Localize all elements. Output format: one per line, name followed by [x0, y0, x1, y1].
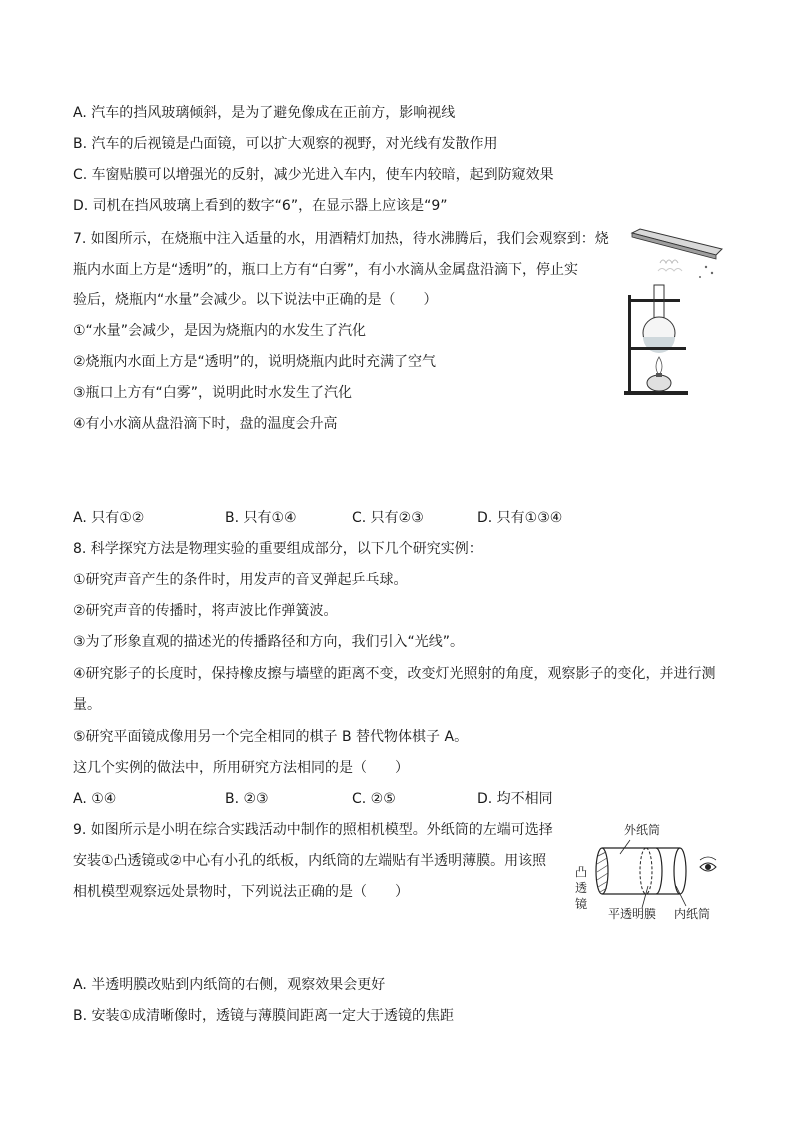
q8-example-4-cont: 量。 — [73, 697, 101, 713]
q9-stem-line-2: 安装①凸透镜或②中心有小孔的纸板，内纸筒的左端贴有半透明薄膜。用该照 — [73, 853, 547, 869]
q8-choice-c: C. ②⑤ — [352, 791, 396, 807]
q8-question: 这几个实例的做法中，所用研究方法相同的是（ ） — [73, 760, 409, 776]
q7-choice-d: D. 只有①③④ — [477, 510, 563, 526]
q8-stem: 8. 科学探究方法是物理实验的重要组成部分，以下几个研究实例： — [73, 541, 483, 557]
q9-option-a: A. 半透明膜改贴到内纸筒的右侧，观察效果会更好 — [73, 977, 386, 993]
q8-example-1: ①研究声音产生的条件时，用发声的音叉弹起乒乓球。 — [73, 572, 408, 588]
q7-stem-line-2: 瓶内水面上方是“透明”的，瓶口上方有“白雾”，有小水滴从金属盘沿滴下，停止实 — [73, 262, 579, 278]
q6-option-a: A. 汽车的挡风玻璃倾斜，是为了避免像成在正前方，影响视线 — [73, 105, 456, 121]
q8-choice-b: B. ②③ — [225, 791, 269, 807]
q8-choice-a: A. ①④ — [73, 791, 117, 807]
q6-option-b: B. 汽车的后视镜是凸面镜，可以扩大观察的视野，对光线有发散作用 — [73, 136, 498, 152]
boiling-flask-illustration — [620, 225, 725, 400]
q7-stem-line-1: 7. 如图所示，在烧瓶中注入适量的水，用酒精灯加热，待水沸腾后，我们会观察到：烧 — [73, 231, 609, 247]
inner-tube-label: 内纸筒 — [674, 907, 711, 921]
q9-stem-line-1: 9. 如图所示是小明在综合实践活动中制作的照相机模型。外纸筒的左端可选择 — [73, 822, 553, 838]
q7-choice-b: B. 只有①④ — [225, 510, 297, 526]
q7-statement-4: ④有小水滴从盘沿滴下时，盘的温度会升高 — [73, 416, 338, 432]
camera-model-figure — [568, 820, 728, 925]
q8-example-5: ⑤研究平面镜成像用另一个完全相同的棋子 B 替代物体棋子 A。 — [73, 729, 469, 745]
q7-statement-1: ①“水量”会减少，是因为烧瓶内的水发生了汽化 — [73, 323, 367, 339]
lens-label: 凸透镜 — [574, 865, 587, 911]
q8-example-4: ④研究影子的长度时，保持橡皮擦与墙壁的距离不变，改变灯光照射的角度，观察影子的变化，并进行测 — [73, 666, 716, 682]
q7-stem-line-3: 验后，烧瓶内“水量”会减少。以下说法中正确的是（ ） — [73, 292, 438, 308]
film-label: 平透明膜 — [608, 907, 657, 921]
q7-statement-3: ③瓶口上方有“白雾”，说明此时水发生了汽化 — [73, 385, 353, 401]
q9-option-b: B. 安装①成清晰像时，透镜与薄膜间距离一定大于透镜的焦距 — [73, 1008, 455, 1024]
q8-choice-d: D. 均不相同 — [477, 791, 553, 807]
q8-example-3: ③为了形象直观的描述光的传播路径和方向，我们引入“光线”。 — [73, 634, 465, 650]
q6-option-c: C. 车窗贴膜可以增强光的反射，减少光进入车内，使车内较暗，起到防窥效果 — [73, 167, 554, 183]
q8-example-2: ②研究声音的传播时，将声波比作弹簧波。 — [73, 603, 338, 619]
q6-option-d: D. 司机在挡风玻璃上看到的数字“6”，在显示器上应该是“9” — [73, 198, 448, 214]
outer-tube-label: 外纸筒 — [624, 823, 661, 837]
q7-choice-c: C. 只有②③ — [352, 510, 424, 526]
boiling-flask-figure — [620, 225, 725, 400]
q7-statement-2: ②烧瓶内水面上方是“透明”的，说明烧瓶内此时充满了空气 — [73, 354, 437, 370]
q7-choice-a: A. 只有①② — [73, 510, 145, 526]
q9-stem-line-3: 相机模型观察远处景物时，下列说法正确的是（ ） — [73, 884, 409, 900]
